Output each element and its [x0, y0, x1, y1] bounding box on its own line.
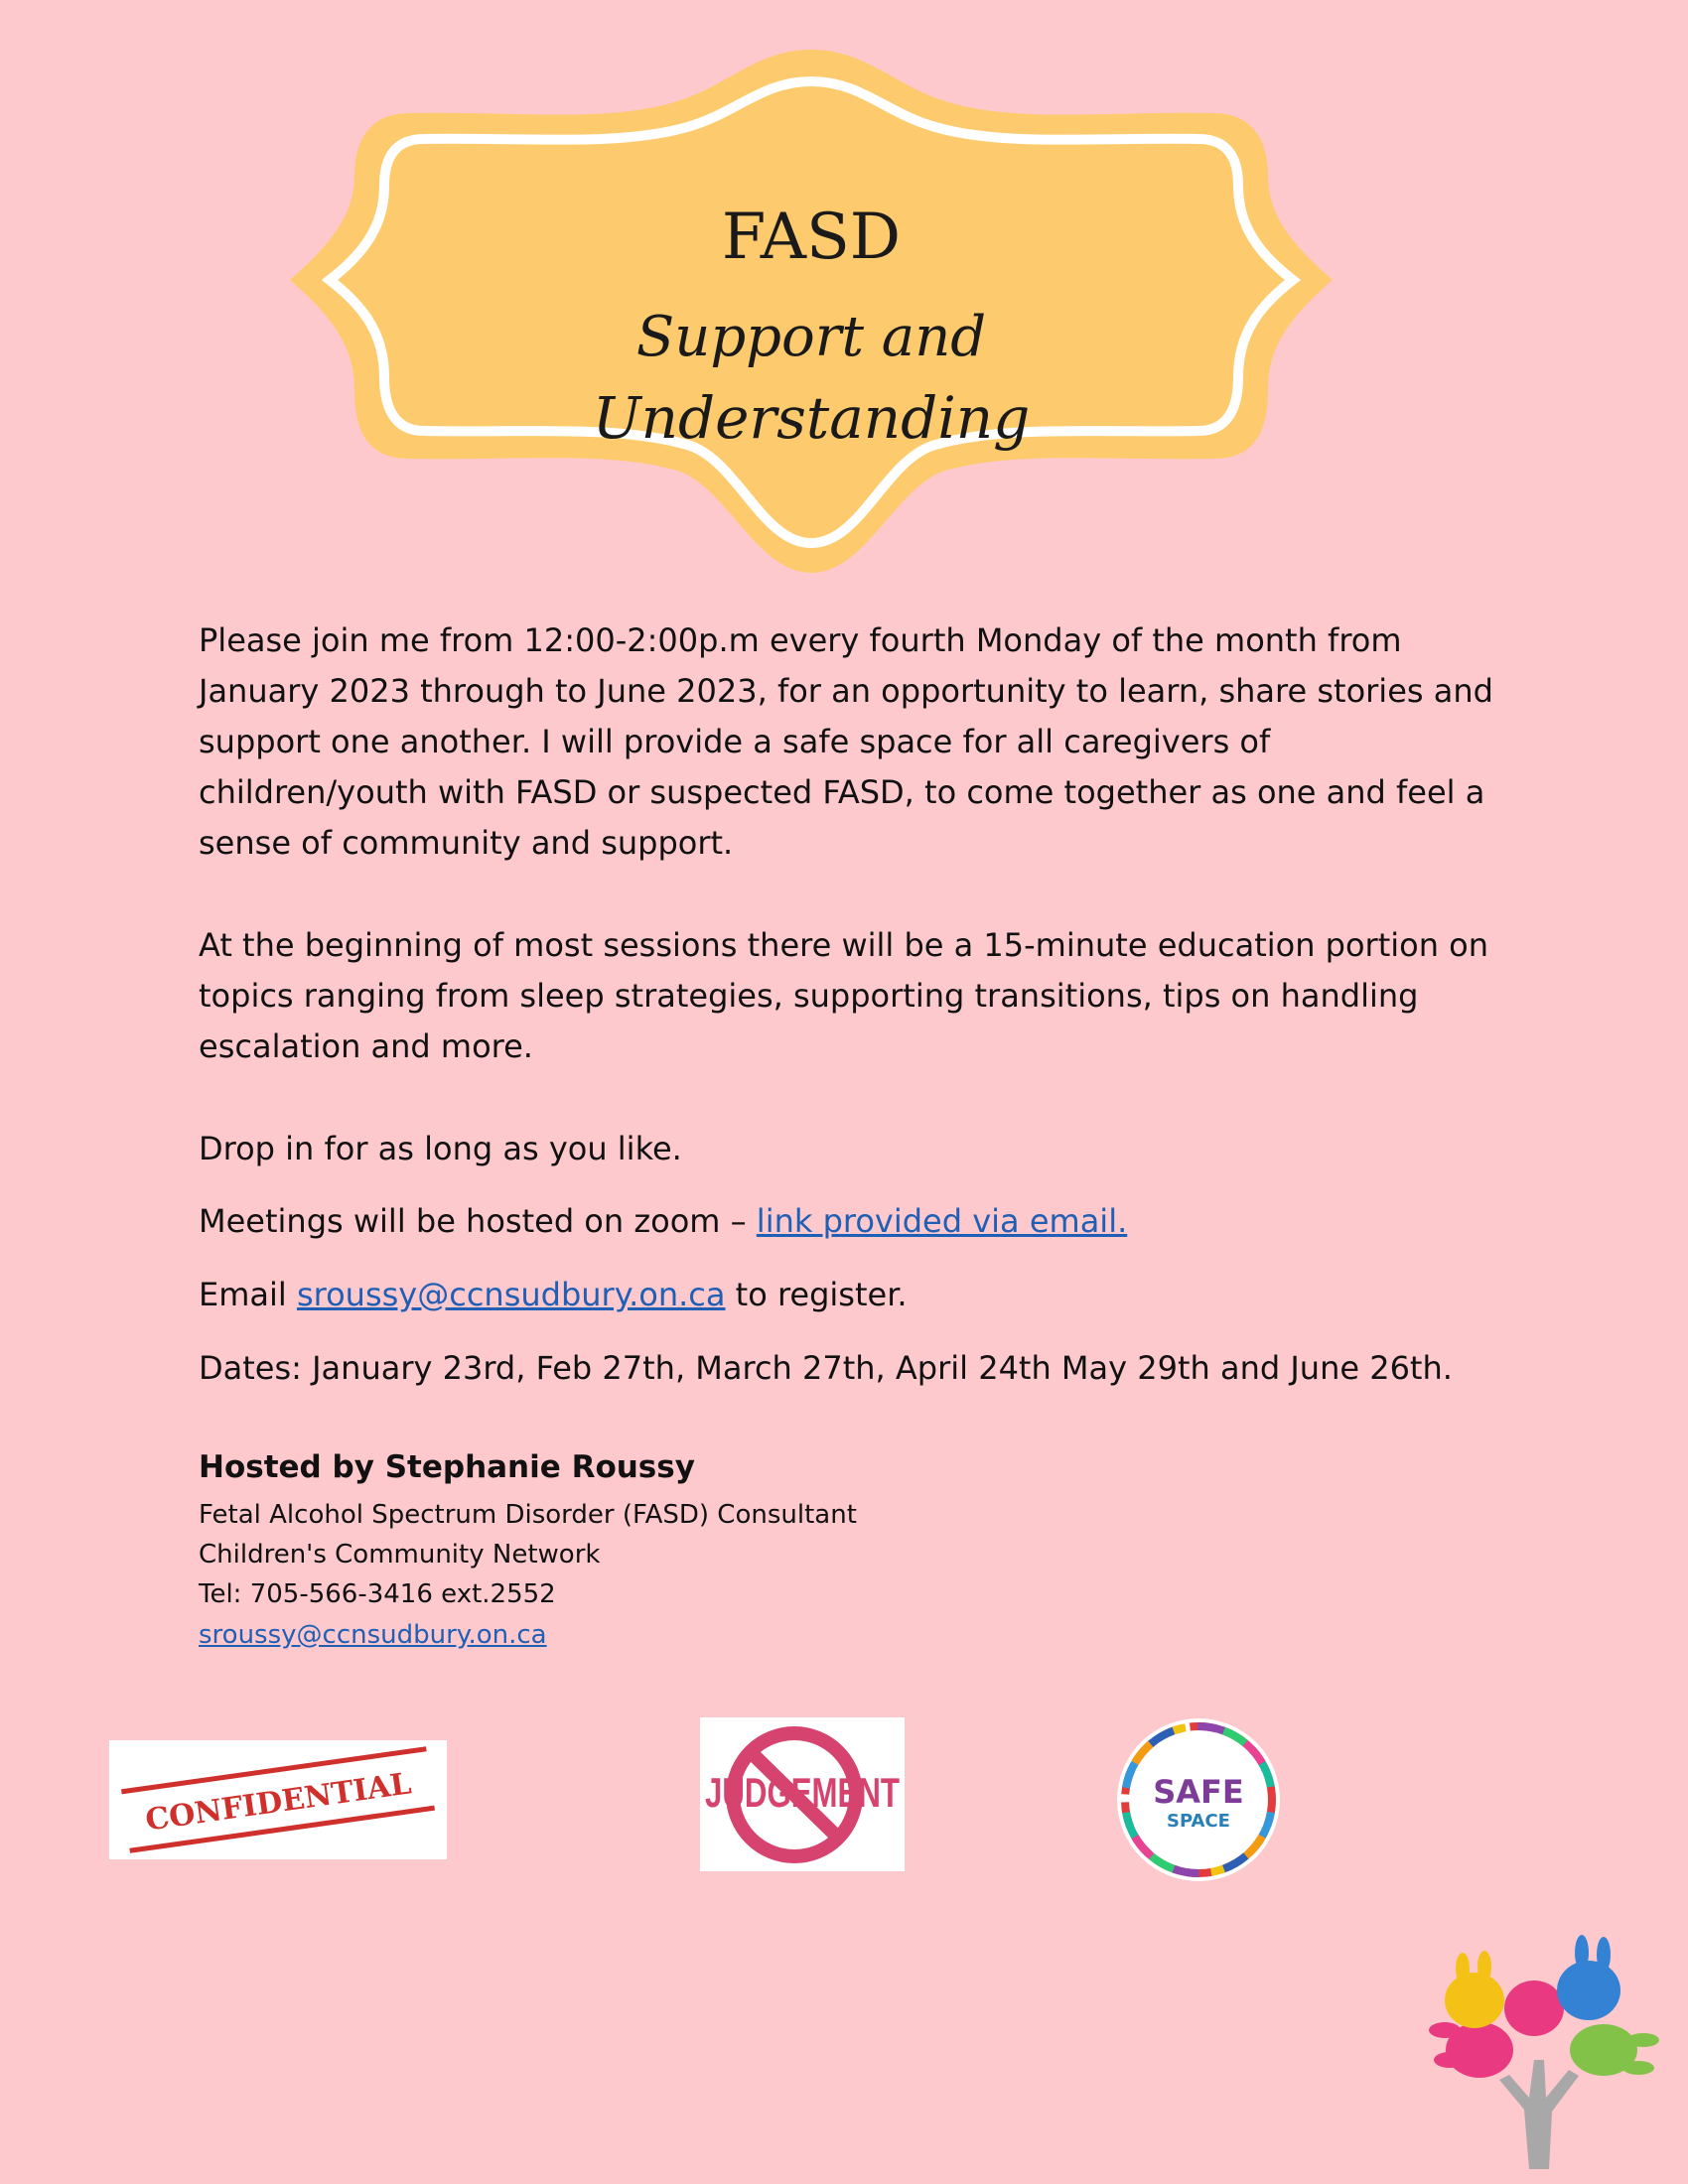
education-paragraph: At the beginning of most sessions there will be a 15-minute education portion on topics ranging from sleep strategies, supporting transitions, tips on handling escalation and more.	[199, 926, 1489, 1065]
handprint-tree-logo	[1405, 1931, 1668, 2169]
no-judgement-logo	[700, 1717, 905, 1871]
banner-subtitle-line2: Understanding	[592, 384, 1031, 452]
register-email-link[interactable]: sroussy@ccnsudbury.on.ca	[296, 1276, 726, 1313]
banner-subtitle-line1: Support and	[635, 305, 987, 369]
dates-line: Dates: January 23rd, Feb 27th, March 27th, April 24th May 29th and June 26th.	[199, 1349, 1453, 1387]
zoom-link[interactable]: link provided via email.	[756, 1202, 1128, 1240]
host-phone: Tel: 705-566-3416 ext.2552	[199, 1579, 556, 1609]
host-email-line	[199, 1615, 547, 1655]
host-name: Hosted by Stephanie Roussy	[199, 1449, 695, 1485]
host-title: Fetal Alcohol Spectrum Disorder (FASD) Consultant	[199, 1500, 857, 1530]
host-email-link[interactable]: sroussy@ccnsudbury.on.ca	[199, 1620, 547, 1650]
host-organization: Children's Community Network	[199, 1540, 601, 1570]
confidential-stamp-logo	[109, 1740, 447, 1859]
title-banner	[260, 42, 1362, 588]
safe-space-logo	[1114, 1715, 1283, 1884]
zoom-prefix: Meetings will be hosted on zoom –	[199, 1202, 757, 1240]
zoom-line	[199, 1196, 1127, 1247]
intro-paragraph: Please join me from 12:00-2:00p.m every fourth Monday of the month from January 2023 through to June 2023, for an opportunity to learn, share stories and support one another. I will provide a safe space for all caregivers of children/youth with FASD or suspected FASD, to come together as one and feel a sense of community and support.	[199, 621, 1493, 862]
confidential-text: CONFIDENTIAL	[143, 1766, 414, 1839]
judgement-text: JUDGEMENT	[705, 1769, 901, 1816]
banner-title: FASD	[721, 201, 902, 274]
space-text: SPACE	[1167, 1811, 1230, 1832]
register-prefix: Email	[199, 1276, 297, 1313]
register-line	[199, 1270, 908, 1320]
drop-in-line: Drop in for as long as you like.	[199, 1130, 682, 1167]
register-suffix: to register.	[725, 1276, 908, 1313]
safe-text: SAFE	[1153, 1773, 1244, 1811]
